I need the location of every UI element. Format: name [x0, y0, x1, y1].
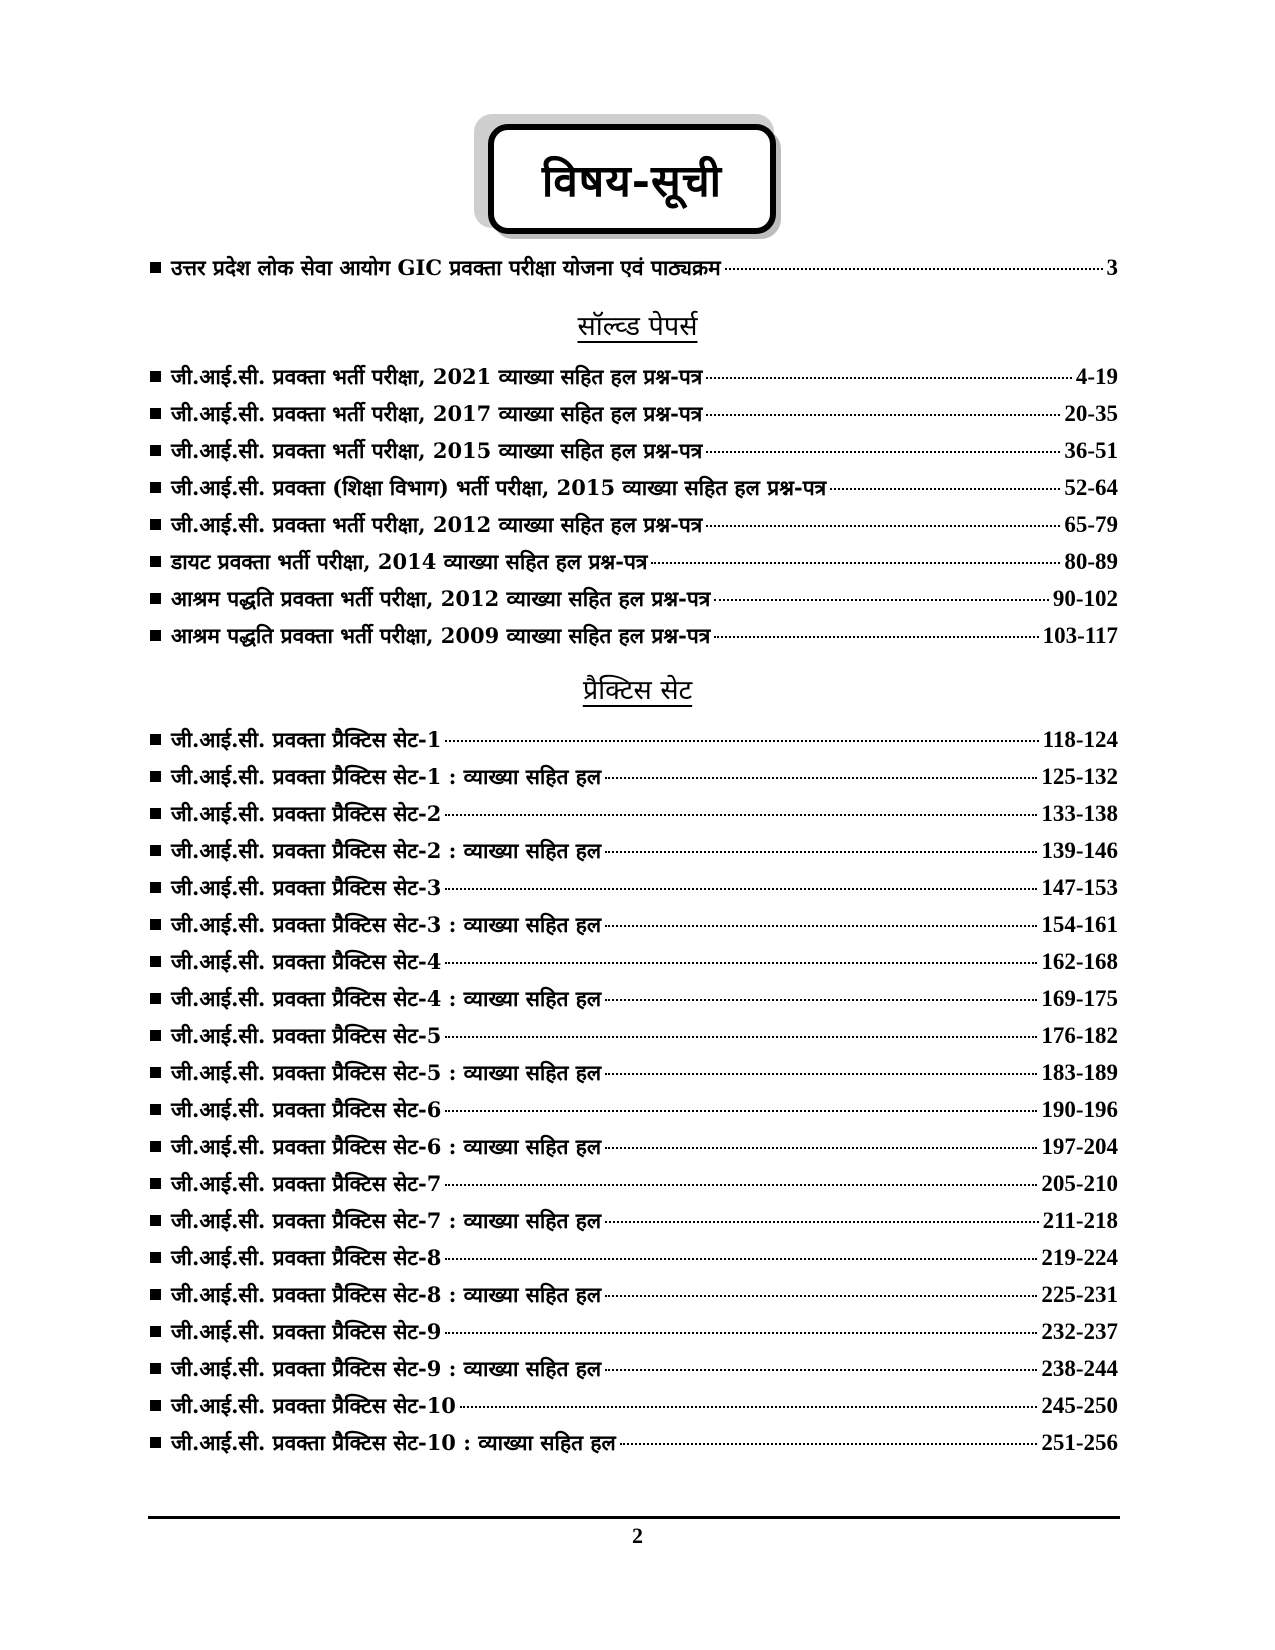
square-bullet-icon: [150, 771, 161, 782]
practice-sets-heading: [0, 670, 1275, 707]
dot-leader: [460, 1406, 1037, 1408]
toc-entry-label: जी.आई.सी. प्रवक्ता प्रैक्टिस सेट-5: [171, 1023, 442, 1048]
toc-entry-label: जी.आई.सी. प्रवक्ता प्रैक्टिस सेट-10 : व्याख्या सहित हल: [171, 1430, 616, 1455]
dot-leader: [706, 451, 1060, 453]
toc-entry: [150, 726, 1118, 763]
toc-entry-label: जी.आई.सी. प्रवक्ता प्रैक्टिस सेट-6: [171, 1097, 442, 1122]
toc-entry: [150, 1059, 1118, 1096]
toc-entry: [150, 254, 1118, 291]
toc-entry-label: जी.आई.सी. प्रवक्ता प्रैक्टिस सेट-3 : व्याख्या सहित हल: [171, 912, 602, 937]
toc-entry: [150, 948, 1118, 985]
toc-entry-pages: 183-189: [1041, 1060, 1118, 1085]
square-bullet-icon: [150, 956, 161, 967]
toc-entry: [150, 911, 1118, 948]
toc-entry-pages: 125-132: [1041, 764, 1118, 789]
square-bullet-icon: [150, 1326, 161, 1337]
toc-entry: [150, 1022, 1118, 1059]
toc-entry-label: जी.आई.सी. प्रवक्ता प्रैक्टिस सेट-2 : व्याख्या सहित हल: [171, 838, 602, 863]
dot-leader: [620, 1443, 1038, 1445]
toc-entry-label: जी.आई.सी. प्रवक्ता प्रैक्टिस सेट-7: [171, 1171, 442, 1196]
toc-entry-pages: 176-182: [1041, 1023, 1118, 1048]
dot-leader: [445, 814, 1037, 816]
square-bullet-icon: [150, 482, 161, 493]
toc-entry-pages: 65-79: [1064, 512, 1118, 537]
toc-entry-label: जी.आई.सी. प्रवक्ता (शिक्षा विभाग) भर्ती परीक्षा, 2015 व्याख्या सहित हल प्रश्न-पत्र: [171, 475, 827, 500]
square-bullet-icon: [150, 1400, 161, 1411]
toc-entry-label: जी.आई.सी. प्रवक्ता प्रैक्टिस सेट-8: [171, 1245, 442, 1270]
toc-entry-pages: 197-204: [1041, 1134, 1118, 1159]
dot-leader: [725, 268, 1103, 270]
toc-entry-pages: 36-51: [1064, 438, 1118, 463]
toc-entry-pages: 211-218: [1042, 1208, 1118, 1233]
toc-entry-pages: 20-35: [1064, 401, 1118, 426]
toc-entry: [150, 585, 1118, 622]
square-bullet-icon: [150, 1067, 161, 1078]
dot-leader: [605, 1073, 1037, 1075]
square-bullet-icon: [150, 1215, 161, 1226]
toc-entry-pages: 139-146: [1041, 838, 1118, 863]
toc-entry-pages: 238-244: [1041, 1356, 1118, 1381]
toc-entry: [150, 511, 1118, 548]
toc-entry-label: जी.आई.सी. प्रवक्ता भर्ती परीक्षा, 2015 व्याख्या सहित हल प्रश्न-पत्र: [171, 438, 703, 463]
toc-entry: [150, 1207, 1118, 1244]
toc-entry-label: जी.आई.सी. प्रवक्ता प्रैक्टिस सेट-4: [171, 949, 442, 974]
practice-sets-heading-text: प्रैक्टिस सेट: [582, 675, 693, 706]
toc-entry: [150, 1392, 1118, 1429]
dot-leader: [605, 925, 1037, 927]
dot-leader: [830, 488, 1060, 490]
dot-leader: [706, 525, 1060, 527]
toc-entry: [150, 1318, 1118, 1355]
toc-entry-label: जी.आई.सी. प्रवक्ता प्रैक्टिस सेट-2: [171, 801, 442, 826]
solved-papers-heading: [0, 306, 1275, 343]
title-banner: [482, 118, 792, 236]
toc-entry-label: जी.आई.सी. प्रवक्ता प्रैक्टिस सेट-7 : व्याख्या सहित हल: [171, 1208, 602, 1233]
dot-leader: [445, 1332, 1037, 1334]
dot-leader: [651, 562, 1060, 564]
toc-entry-pages: 219-224: [1041, 1245, 1118, 1270]
square-bullet-icon: [150, 1252, 161, 1263]
solved-papers-list: [150, 363, 1118, 659]
toc-entry-label: आश्रम पद्धति प्रवक्ता भर्ती परीक्षा, 2009 व्याख्या सहित हल प्रश्न-पत्र: [171, 623, 711, 648]
square-bullet-icon: [150, 882, 161, 893]
toc-entry-pages: 118-124: [1042, 727, 1118, 752]
square-bullet-icon: [150, 808, 161, 819]
toc-entry: [150, 1096, 1118, 1133]
toc-entry-pages: 162-168: [1041, 949, 1118, 974]
toc-entry-pages: 90-102: [1052, 586, 1118, 611]
toc-entry: [150, 1244, 1118, 1281]
toc-entry-label: आश्रम पद्धति प्रवक्ता भर्ती परीक्षा, 2012 व्याख्या सहित हल प्रश्न-पत्र: [171, 586, 711, 611]
toc-entry: [150, 1429, 1118, 1466]
toc-entry: [150, 837, 1118, 874]
toc-entry-label: जी.आई.सी. प्रवक्ता भर्ती परीक्षा, 2012 व्याख्या सहित हल प्रश्न-पत्र: [171, 512, 703, 537]
page-number: 2: [632, 1523, 643, 1548]
square-bullet-icon: [150, 734, 161, 745]
square-bullet-icon: [150, 556, 161, 567]
dot-leader: [445, 1184, 1037, 1186]
dot-leader: [706, 377, 1071, 379]
dot-leader: [605, 1147, 1037, 1149]
dot-leader: [445, 1036, 1037, 1038]
toc-entry: [150, 622, 1118, 659]
dot-leader: [445, 962, 1037, 964]
toc-entry-label: डायट प्रवक्ता भर्ती परीक्षा, 2014 व्याख्या सहित हल प्रश्न-पत्र: [171, 549, 648, 574]
toc-entry-label: जी.आई.सी. प्रवक्ता प्रैक्टिस सेट-5 : व्याख्या सहित हल: [171, 1060, 602, 1085]
square-bullet-icon: [150, 1141, 161, 1152]
toc-entry: [150, 985, 1118, 1022]
toc-entry-pages: 169-175: [1041, 986, 1118, 1011]
square-bullet-icon: [150, 1104, 161, 1115]
square-bullet-icon: [150, 1289, 161, 1300]
square-bullet-icon: [150, 445, 161, 456]
toc-entry-pages: 103-117: [1042, 623, 1118, 648]
toc-entry: [150, 874, 1118, 911]
dot-leader: [605, 777, 1037, 779]
footer-divider: [148, 1516, 1120, 1519]
page-title: विषय-सूची: [541, 156, 723, 207]
square-bullet-icon: [150, 845, 161, 856]
toc-entry-pages: 52-64: [1064, 475, 1118, 500]
dot-leader: [445, 740, 1038, 742]
square-bullet-icon: [150, 593, 161, 604]
toc-entry: [150, 1281, 1118, 1318]
toc-entry: [150, 548, 1118, 585]
toc-entry-label: जी.आई.सी. प्रवक्ता प्रैक्टिस सेट-1: [171, 727, 442, 752]
toc-entry: [150, 363, 1118, 400]
toc-entry: [150, 763, 1118, 800]
dot-leader: [445, 1110, 1037, 1112]
square-bullet-icon: [150, 262, 161, 273]
toc-entry-label: जी.आई.सी. प्रवक्ता प्रैक्टिस सेट-9: [171, 1319, 442, 1344]
solved-papers-heading-text: सॉल्व्ड पेपर्स: [577, 311, 698, 342]
dot-leader: [445, 888, 1037, 890]
toc-entry-label: जी.आई.सी. प्रवक्ता भर्ती परीक्षा, 2021 व्याख्या सहित हल प्रश्न-पत्र: [171, 364, 703, 389]
toc-entry: [150, 1133, 1118, 1170]
dot-leader: [605, 1221, 1038, 1223]
practice-sets-list: [150, 726, 1118, 1466]
dot-leader: [605, 999, 1037, 1001]
toc-entry-pages: 190-196: [1041, 1097, 1118, 1122]
toc-entry-pages: 147-153: [1041, 875, 1118, 900]
toc-entry-pages: 245-250: [1041, 1393, 1118, 1418]
dot-leader: [714, 636, 1038, 638]
square-bullet-icon: [150, 1437, 161, 1448]
toc-entry-label: जी.आई.सी. प्रवक्ता प्रैक्टिस सेट-1 : व्याख्या सहित हल: [171, 764, 602, 789]
toc-entry: [150, 800, 1118, 837]
square-bullet-icon: [150, 630, 161, 641]
dot-leader: [605, 1295, 1037, 1297]
square-bullet-icon: [150, 408, 161, 419]
dot-leader: [706, 414, 1060, 416]
dot-leader: [714, 599, 1048, 601]
square-bullet-icon: [150, 1363, 161, 1374]
toc-entry-pages: 3: [1106, 255, 1118, 280]
toc-entry-label: जी.आई.सी. प्रवक्ता भर्ती परीक्षा, 2017 व्याख्या सहित हल प्रश्न-पत्र: [171, 401, 703, 426]
toc-entry-pages: 133-138: [1041, 801, 1118, 826]
square-bullet-icon: [150, 519, 161, 530]
toc-entry: [150, 474, 1118, 511]
toc-entry: [150, 1355, 1118, 1392]
toc-entry: [150, 437, 1118, 474]
toc-entry-pages: 80-89: [1064, 549, 1118, 574]
square-bullet-icon: [150, 371, 161, 382]
toc-entry-pages: 251-256: [1041, 1430, 1118, 1455]
toc-entry: [150, 400, 1118, 437]
toc-entry-label: जी.आई.सी. प्रवक्ता प्रैक्टिस सेट-6 : व्याख्या सहित हल: [171, 1134, 602, 1159]
toc-entry-pages: 154-161: [1041, 912, 1118, 937]
toc-entry: [150, 1170, 1118, 1207]
toc-entry-pages: 232-237: [1041, 1319, 1118, 1344]
dot-leader: [445, 1258, 1037, 1260]
toc-entry-label: जी.आई.सी. प्रवक्ता प्रैक्टिस सेट-8 : व्याख्या सहित हल: [171, 1282, 602, 1307]
square-bullet-icon: [150, 1030, 161, 1041]
square-bullet-icon: [150, 993, 161, 1004]
toc-entry-label: जी.आई.सी. प्रवक्ता प्रैक्टिस सेट-10: [171, 1393, 456, 1418]
square-bullet-icon: [150, 1178, 161, 1189]
square-bullet-icon: [150, 919, 161, 930]
toc-entry-label: जी.आई.सी. प्रवक्ता प्रैक्टिस सेट-4 : व्याख्या सहित हल: [171, 986, 602, 1011]
dot-leader: [605, 1369, 1037, 1371]
toc-entry-label: उत्तर प्रदेश लोक सेवा आयोग GIC प्रवक्ता परीक्षा योजना एवं पाठ्यक्रम: [171, 255, 721, 280]
toc-entry-label: जी.आई.सी. प्रवक्ता प्रैक्टिस सेट-9 : व्याख्या सहित हल: [171, 1356, 602, 1381]
dot-leader: [605, 851, 1037, 853]
title-box: [488, 124, 776, 234]
intro-list: [150, 254, 1118, 291]
toc-entry-label: जी.आई.सी. प्रवक्ता प्रैक्टिस सेट-3: [171, 875, 442, 900]
toc-entry-pages: 225-231: [1041, 1282, 1118, 1307]
toc-entry-pages: 4-19: [1075, 364, 1118, 389]
toc-entry-pages: 205-210: [1041, 1171, 1118, 1196]
